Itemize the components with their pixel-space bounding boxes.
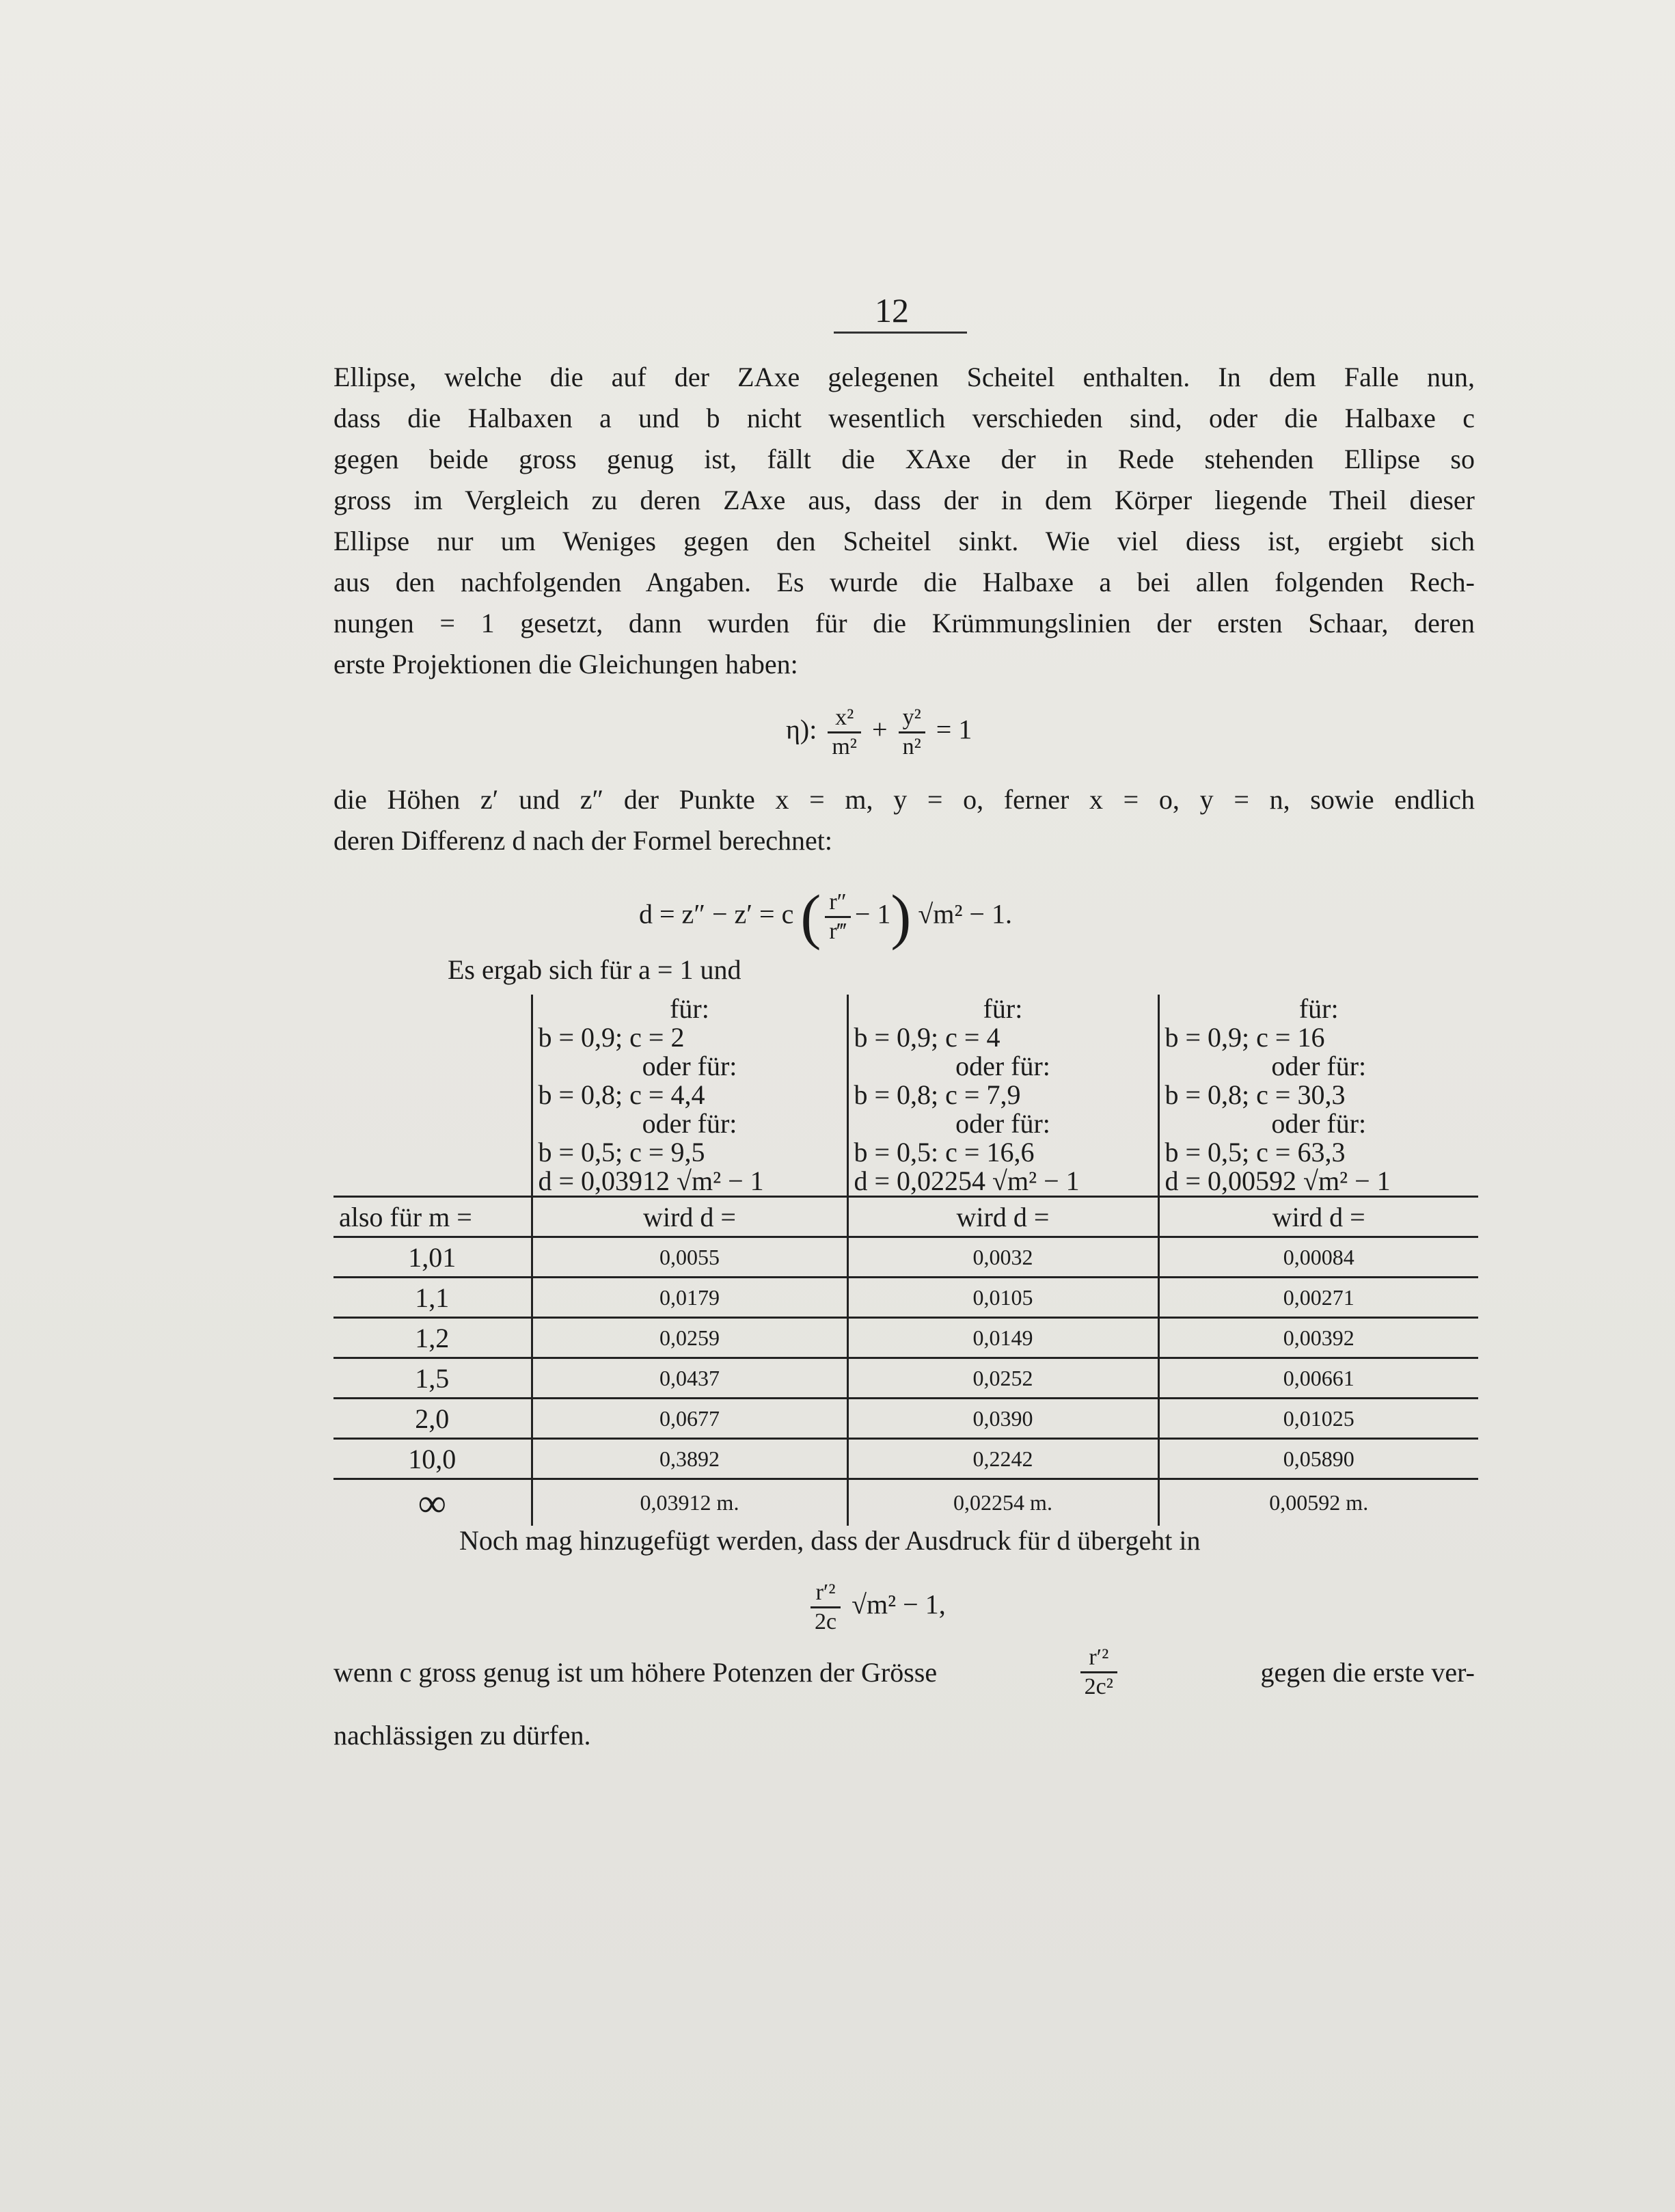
eq1-plus: + <box>872 714 888 745</box>
d-value: 0,0105 <box>847 1278 1158 1318</box>
header-line: b = 0,5; c = 9,5 <box>538 1137 705 1168</box>
header-line: für: <box>670 993 709 1024</box>
d-value: 0,3892 <box>532 1439 847 1479</box>
d-value: 0,03912 m. <box>532 1479 847 1526</box>
table-row <box>333 1439 1478 1479</box>
fraction-denominator: m² <box>832 734 857 759</box>
m-value: 10,0 <box>333 1439 532 1479</box>
d-value: 0,0055 <box>532 1237 847 1278</box>
d-value: 0,02254 m. <box>847 1479 1158 1526</box>
header-line: b = 0,5; c = 63,3 <box>1165 1137 1346 1168</box>
d-value: 0,00084 <box>1158 1237 1478 1278</box>
equation-ellipse <box>786 704 972 761</box>
fraction-r <box>825 889 850 945</box>
header-line: b = 0,9; c = 2 <box>538 1022 685 1053</box>
header-line: b = 0,5: c = 16,6 <box>854 1137 1035 1168</box>
result-intro: Es ergab sich für a = 1 und <box>448 954 741 985</box>
paren-close: ) <box>890 883 912 951</box>
text-line: gegen beide gross genug ist, fällt die XAxe der in Rede stehenden Ellipse so <box>333 444 1475 474</box>
header-formula: d = 0,00592 √m² − 1 <box>1165 1165 1391 1196</box>
header-line: oder für: <box>955 1108 1050 1139</box>
column-header <box>532 995 847 1197</box>
text-line: aus den nachfolgenden Angaben. Es wurde die Halbaxe a bei allen folgenden Rech- <box>333 567 1475 597</box>
fraction-y <box>899 704 925 761</box>
table-row <box>333 1237 1478 1278</box>
wird-label: wird d = <box>1158 1197 1478 1237</box>
table-row <box>333 1318 1478 1358</box>
results-table <box>333 995 1478 1526</box>
text-line: deren Differenz d nach der Formel berechnet: <box>333 825 833 856</box>
m-value-infinity: ∞ <box>418 1481 446 1525</box>
table-row <box>333 1399 1478 1439</box>
fraction-denominator: n² <box>902 734 921 759</box>
column-header <box>847 995 1158 1197</box>
d-value: 0,05890 <box>1158 1439 1478 1479</box>
middle-paragraph <box>333 779 1475 861</box>
d-value: 0,00592 m. <box>1158 1479 1478 1526</box>
row-header-label: also für m = <box>333 1197 532 1237</box>
text-line: Ellipse nur um Weniges gegen den Scheitel sinkt. Wie viel diess ist, ergiebt sich <box>333 526 1475 556</box>
fraction-denominator: 2c <box>815 1609 837 1634</box>
after-table-text: Noch mag hinzugefügt werden, dass der Ausdruck für d übergeht in <box>459 1525 1201 1556</box>
header-line: oder für: <box>1271 1051 1367 1081</box>
fraction-numerator: y² <box>899 704 925 733</box>
text-line: Ellipse, welche die auf der ZAxe gelegenen Scheitel enthalten. In dem Falle nun, <box>333 362 1475 392</box>
m-value: 1,1 <box>333 1278 532 1318</box>
m-value: 1,5 <box>333 1358 532 1399</box>
fraction-numerator: r′² <box>811 1579 841 1608</box>
eq2-lhs: d = z″ − z′ = c <box>639 898 794 930</box>
header-line: für: <box>983 993 1023 1024</box>
header-line: b = 0,8; c = 4,4 <box>538 1079 705 1110</box>
equation-difference <box>639 882 1012 952</box>
text-line: die Höhen z′ und z″ der Punkte x = m, y = o, ferner x = o, y = n, sowie endlich <box>333 784 1475 815</box>
intro-paragraph <box>333 357 1475 685</box>
eq1-rhs: = 1 <box>936 714 972 745</box>
wird-label: wird d = <box>847 1197 1158 1237</box>
eq2-minus-one: − 1 <box>854 898 891 930</box>
d-value: 0,00271 <box>1158 1278 1478 1318</box>
table-corner <box>333 995 532 1197</box>
eq2-root: √m² − 1. <box>918 898 1012 930</box>
d-value: 0,0437 <box>532 1358 847 1399</box>
d-value: 0,0149 <box>847 1318 1158 1358</box>
final-text-after: gegen die erste ver- <box>1260 1657 1475 1688</box>
header-rule <box>834 332 967 334</box>
header-line: b = 0,8; c = 30,3 <box>1165 1079 1346 1110</box>
header-line: für: <box>1298 993 1339 1024</box>
equation-approx <box>806 1579 946 1636</box>
m-value: 1,01 <box>333 1237 532 1278</box>
wird-label: wird d = <box>532 1197 847 1237</box>
table-subheader-row <box>333 1197 1478 1237</box>
table-header-row <box>333 995 1478 1197</box>
d-value: 0,00392 <box>1158 1318 1478 1358</box>
fraction-numerator: r′² <box>1080 1644 1117 1673</box>
page-number: 12 <box>875 291 909 329</box>
fraction-denominator: r‴ <box>829 919 847 944</box>
final-line-2: nachlässigen zu dürfen. <box>333 1720 591 1751</box>
paren-open: ( <box>800 883 821 951</box>
header-line: b = 0,8; c = 7,9 <box>854 1079 1021 1110</box>
text-line: nungen = 1 gesetzt, dann wurden für die Krümmungslinien der ersten Schaar, deren <box>333 608 1475 638</box>
header-line: b = 0,9; c = 16 <box>1165 1022 1325 1053</box>
d-value: 0,0252 <box>847 1358 1158 1399</box>
header-formula: d = 0,02254 √m² − 1 <box>854 1165 1080 1196</box>
fraction-numerator: x² <box>828 704 861 733</box>
eq1-prefix: η): <box>786 714 817 745</box>
d-value: 0,2242 <box>847 1439 1158 1479</box>
column-header <box>1158 995 1478 1197</box>
m-value: 1,2 <box>333 1318 532 1358</box>
d-value: 0,0179 <box>532 1278 847 1318</box>
d-value: 0,00661 <box>1158 1358 1478 1399</box>
final-text-before: wenn c gross genug ist um höhere Potenzen der Grösse <box>333 1657 938 1688</box>
header-line: oder für: <box>642 1108 737 1139</box>
text-line: erste Projektionen die Gleichungen haben: <box>333 649 798 679</box>
header-line: oder für: <box>1271 1108 1367 1139</box>
header-line: b = 0,9; c = 4 <box>854 1022 1000 1053</box>
text-line: gross im Vergleich zu deren ZAxe aus, dass der in dem Körper liegende Theil dieser <box>333 485 1475 515</box>
table-row <box>333 1479 1478 1526</box>
fraction-x <box>828 704 861 761</box>
m-value: 2,0 <box>333 1399 532 1439</box>
fraction-numerator: r″ <box>825 889 850 918</box>
text-line: dass die Halbaxen a und b nicht wesentlich verschieden sind, oder die Halbaxe c <box>333 403 1475 433</box>
fraction-r2-2c <box>811 1579 841 1636</box>
d-value: 0,01025 <box>1158 1399 1478 1439</box>
d-value: 0,0259 <box>532 1318 847 1358</box>
header-line: oder für: <box>955 1051 1050 1081</box>
header-formula: d = 0,03912 √m² − 1 <box>538 1165 764 1196</box>
d-value: 0,0032 <box>847 1237 1158 1278</box>
d-value: 0,0390 <box>847 1399 1158 1439</box>
table-row <box>333 1358 1478 1399</box>
fraction-r2-2c2 <box>1080 1644 1117 1701</box>
fraction-denominator: 2c² <box>1084 1674 1113 1699</box>
table-row <box>333 1278 1478 1318</box>
header-line: oder für: <box>642 1051 737 1081</box>
eq3-root: √m² − 1, <box>852 1589 946 1620</box>
final-line-1 <box>333 1644 1475 1701</box>
d-value: 0,0677 <box>532 1399 847 1439</box>
